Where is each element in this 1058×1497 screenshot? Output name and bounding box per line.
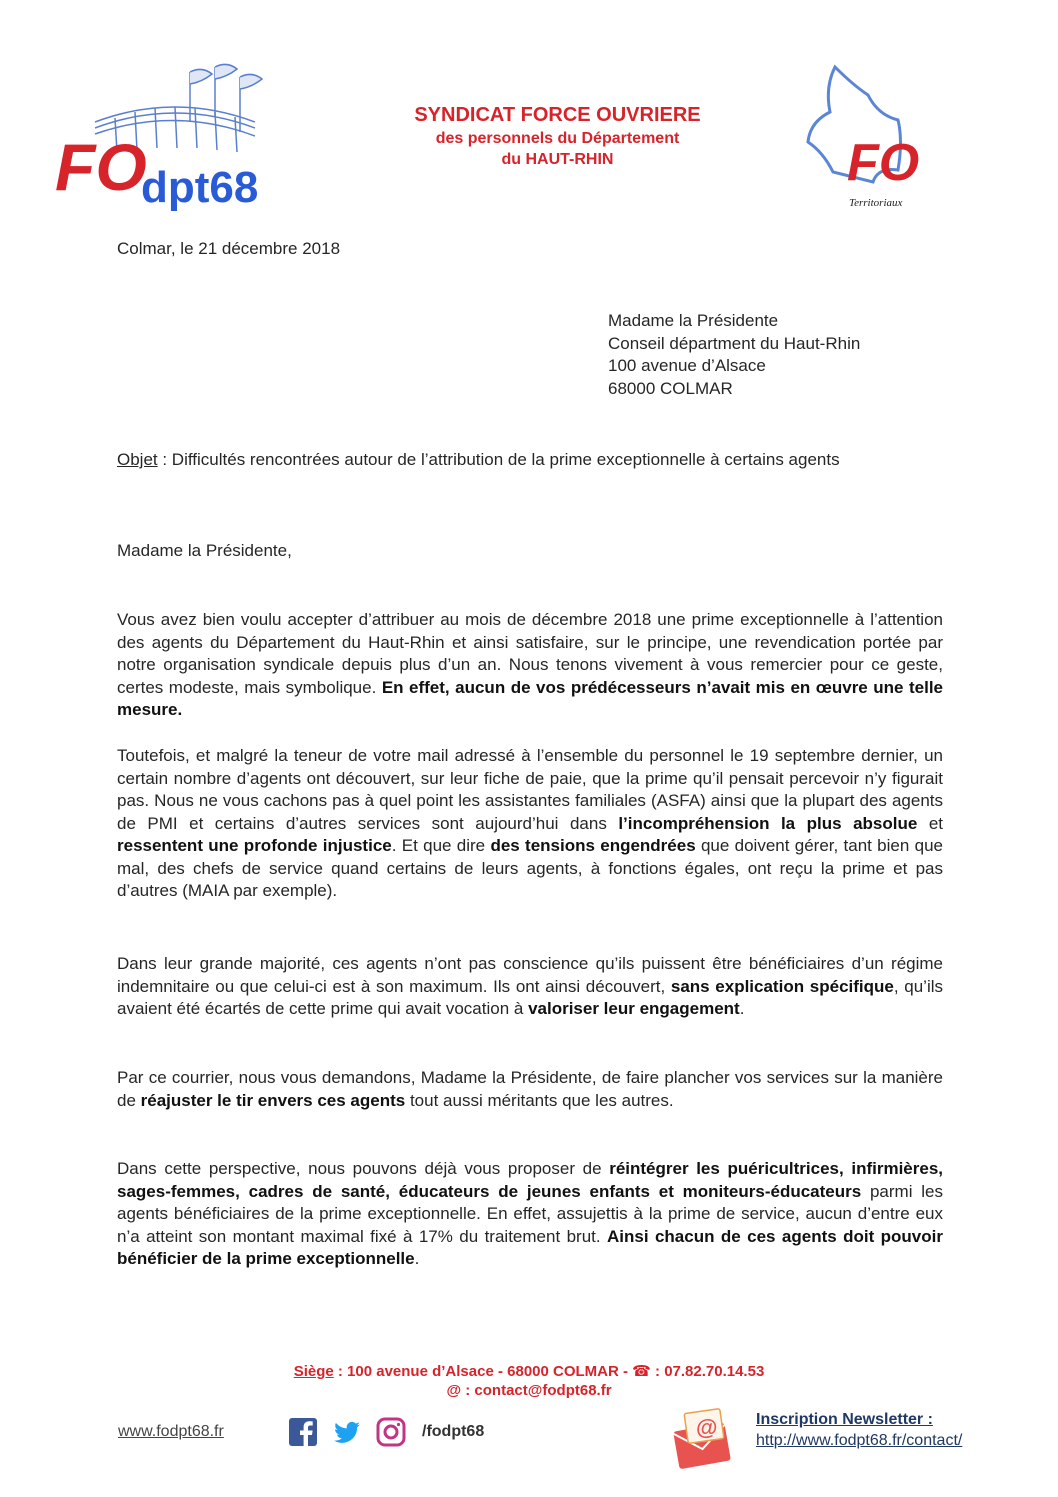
newsletter-title: Inscription Newsletter : — [756, 1411, 933, 1428]
logo-right-fo-text: FO — [847, 134, 920, 192]
newsletter-link[interactable]: http://www.fodpt68.fr/contact/ — [756, 1432, 963, 1449]
footer-address: Siège : 100 avenue d’Alsace - 68000 COLMAR - ☎ : 07.82.70.14.53 — [293, 1363, 765, 1380]
paragraph-4: Par ce courrier, nous vous demandons, Madame la Présidente, de faire plancher vos services sur la manière de réajuster le tir envers ces agents tout aussi méritants que les autres. — [117, 1068, 943, 1110]
page-title: SYNDICAT FORCE OUVRIERE — [414, 104, 701, 126]
recipient-line-3: 100 avenue d’Alsace — [608, 356, 766, 375]
recipient-address — [608, 310, 860, 400]
recipient-line-1: Madame la Présidente — [608, 311, 779, 330]
footer-email-link[interactable]: contact@fodpt68.fr — [474, 1382, 612, 1399]
page-subtitle-2: du HAUT-RHIN — [501, 151, 614, 168]
recipient-line-4: 68000 COLMAR — [608, 378, 733, 398]
svg-text:@: @ — [696, 1415, 718, 1440]
fo-territoriaux-logo — [805, 62, 925, 212]
paragraph-5: Dans cette perspective, nous pouvons déjà vous proposer de réintégrer les puéricultrices, infirmières, sages-femmes, cadres de santé, éducateurs de jeunes enfants et moniteurs-éducateurs parmi les agents bénéficiaires de la prime exceptionnelle. En effet, assujettis à la prime de service, aucun d’entre eux n’a atteint son montant maximal fixé à 17% du traitement brut. Ainsi chacun de ces agents doit pouvoir bénéficier de la prime exceptionnelle. — [117, 1159, 943, 1268]
logo-right-sub-text: Territoriaux — [849, 197, 903, 209]
recipient-line-2: Conseil départment du Haut-Rhin — [608, 333, 861, 353]
fo-dpt68-logo — [55, 62, 270, 212]
newsletter-block — [756, 1411, 962, 1450]
facebook-icon[interactable] — [288, 1417, 318, 1447]
logo-fo-text: FO — [55, 130, 147, 204]
salutation: Madame la Présidente, — [117, 541, 292, 560]
phone-icon: ☎ — [632, 1363, 651, 1380]
footer-email-line: @ : contact@fodpt68.fr — [446, 1382, 612, 1399]
instagram-icon[interactable] — [376, 1417, 406, 1447]
page-subtitle-1: des personnels du Département — [435, 130, 680, 147]
paragraph-1: Vous avez bien voulu accepter d’attribuer au mois de décembre 2018 une prime exceptionnelle à l’attention des agents du Département du Haut-Rhin et ainsi satisfaire, sur le principe, une revendication portée par notre organisation syndicale depuis plus d’un an. Nous tenons vivement à vous remercier pour ce geste, certes modeste, mais symbolique. En effet, aucun de vos prédécesseurs n’avait mis en œuvre une telle mesure. — [117, 610, 943, 719]
letter-object — [117, 449, 943, 472]
object-text: : Difficultés rencontrées autour de l’attribution de la prime exceptionnelle à certains agents — [157, 450, 840, 469]
twitter-icon[interactable] — [332, 1417, 362, 1447]
siege-label: Siège — [293, 1363, 334, 1380]
footer-phone: : 07.82.70.14.53 — [650, 1363, 765, 1380]
newsletter-mail-icon — [668, 1405, 740, 1477]
object-label: Objet — [117, 450, 158, 469]
header-title-block — [330, 102, 785, 170]
social-links — [288, 1417, 484, 1447]
letter-date: Colmar, le 21 décembre 2018 — [117, 239, 341, 258]
social-handle[interactable]: /fodpt68 — [422, 1423, 485, 1440]
logo-dpt-text: dpt68 — [141, 163, 259, 212]
paragraph-2: Toutefois, et malgré la teneur de votre mail adressé à l’ensemble du personnel le 19 septembre dernier, un certain nombre d’agents ont découvert, sur leur fiche de paie, que la prime qu’il pensait percevoir n’y figurait pas. Nous ne vous cachons pas à quel point les assistantes familiales (ASFA) ainsi que la plupart des agents de PMI et certains d’autres services sont aujourd’hui dans l’incompréhension la plus absolue et ressentent une profonde injustice. Et que dire des tensions engendrées que doivent gérer, tant bien que mal, des chefs de service quand certains de leurs agents, à fonctions égales, ont reçu la prime et pas d’autres (MAIA par exemple). — [117, 746, 944, 900]
website-link[interactable]: www.fodpt68.fr — [118, 1423, 224, 1440]
paragraph-3: Dans leur grande majorité, ces agents n’ont pas conscience qu’ils puissent être bénéficiaires d’un régime indemnitaire ou que celui-ci est à son maximum. Ils ont ainsi découvert, sans explication spécifique, qu’ils avaient été écartés de cette prime qui avait vocation à valoriser leur engagement. — [117, 954, 944, 1018]
